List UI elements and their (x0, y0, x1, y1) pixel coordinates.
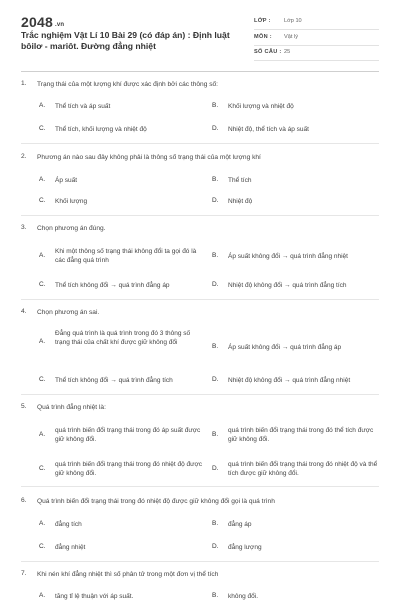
header-divider (21, 71, 379, 72)
question-text: Quá trình đẳng nhiệt là: (37, 404, 106, 411)
option-letter: B. (212, 252, 219, 259)
question-5 (21, 403, 379, 415)
question-divider (21, 299, 379, 300)
option-letter: B. (212, 431, 219, 438)
page-title: Trắc nghiệm Vật Lí 10 Bài 29 (có đáp án) : Định luật bôilơ - mariôt. Đường đẳng nhiệt (21, 30, 230, 51)
option-letter: A. (39, 252, 46, 259)
option-text: quá trình biến đổi trạng thái trong đó nhiệt độ được giữ không đổi. (55, 461, 203, 477)
logo-text: 2048 (21, 14, 53, 30)
question-text: Chọn phương án đúng. (37, 225, 106, 232)
question-number: 3. (21, 224, 27, 231)
meta-value: Vật lý (284, 33, 298, 40)
question-number: 4. (21, 308, 27, 315)
meta-row-class (254, 16, 379, 30)
option-letter: B. (212, 592, 219, 599)
question-3 (21, 224, 379, 236)
question-divider (21, 215, 379, 216)
meta-label: LỚP : (254, 18, 271, 24)
question-number: 5. (21, 403, 27, 410)
option-letter: B. (212, 176, 219, 183)
question-number: 7. (21, 570, 27, 577)
option-text: Thể tích (228, 177, 252, 184)
meta-value: Lớp 10 (284, 18, 302, 24)
question-number: 6. (21, 497, 27, 504)
meta-panel (254, 16, 379, 63)
question-number: 1. (21, 80, 27, 87)
option-text: đẳng nhiệt (55, 544, 86, 551)
option-letter: D. (212, 376, 219, 383)
question-text: Khi nén khí đẳng nhiệt thì số phân tử trong một đơn vị thể tích (37, 571, 219, 578)
question-number: 2. (21, 153, 27, 160)
meta-label: MÔN : (254, 33, 272, 40)
option-text: quá trình biến đổi trạng thái trong đó nhiệt độ và thể tích được giữ không đổi. (228, 461, 378, 477)
option-text: đẳng áp (228, 521, 252, 528)
meta-row-subject (254, 32, 379, 46)
option-text: Nhiệt độ không đổi → quá trình đẳng tích (228, 282, 347, 289)
option-letter: D. (212, 543, 219, 550)
option-letter: D. (212, 281, 219, 288)
option-letter: B. (212, 343, 219, 350)
option-text: Khối lượng và nhiệt độ (228, 103, 294, 110)
meta-label: SỐ CÂU : (254, 49, 282, 55)
option-letter: A. (39, 592, 46, 599)
option-letter: C. (39, 125, 46, 132)
option-text: Khối lượng (55, 198, 88, 205)
meta-value: 25 (284, 49, 291, 55)
question-7 (21, 570, 379, 582)
question-divider (21, 486, 379, 487)
option-text: Áp suất (55, 177, 78, 184)
option-text: Áp suất không đổi → quá trình đẳng áp (228, 344, 342, 351)
question-text: Trạng thái của một lượng khí được xác định bởi các thông số: (37, 81, 218, 88)
option-letter: A. (39, 520, 46, 527)
option-text: đẳng tích (55, 521, 82, 528)
option-text: Nhiệt độ không đổi → quá trình đẳng nhiệt (228, 377, 351, 384)
option-text: Thể tích không đổi → quá trình đẳng tích (55, 377, 173, 384)
meta-row-count (254, 47, 379, 61)
page-header (0, 0, 400, 70)
option-text: Thể tích và áp suất (55, 103, 111, 110)
option-letter: D. (212, 125, 219, 132)
option-text: Thể tích không đổi → quá trình đẳng áp (55, 282, 170, 289)
question-2 (21, 153, 379, 165)
site-logo[interactable] (21, 14, 64, 30)
question-6 (21, 497, 379, 509)
question-divider (21, 394, 379, 395)
option-text: Đẳng quá trình là quá trình trong đó 3 thông số trạng thái của chất khí được giữ không đổi (55, 330, 191, 346)
question-divider (21, 561, 379, 562)
option-letter: D. (212, 465, 219, 472)
option-letter: D. (212, 197, 219, 204)
option-text: Nhiệt độ, thể tích và áp suất (228, 126, 309, 133)
option-letter: C. (39, 281, 46, 288)
option-letter: B. (212, 102, 219, 109)
option-letter: A. (39, 431, 46, 438)
option-text: tăng tỉ lệ thuận với áp suất. (55, 593, 134, 600)
option-text: quá trình biến đổi trạng thái trong đó thể tích được giữ không đổi. (228, 427, 374, 443)
option-letter: C. (39, 543, 46, 550)
option-letter: C. (39, 465, 46, 472)
option-text: Khi một thông số trạng thái không đổi ta gọi đó là các đẳng quá trình (55, 248, 197, 264)
logo-suffix: .vn (54, 22, 65, 28)
question-divider (21, 143, 379, 144)
option-text: Thể tích, khối lượng và nhiệt độ (55, 126, 147, 133)
option-text: Áp suất không đổi → quá trình đẳng nhiệt (228, 253, 348, 260)
option-text: không đổi. (228, 593, 258, 600)
option-text: quá trình biến đổi trạng thái trong đó áp suất được giữ không đổi. (55, 427, 201, 443)
question-text: Quá trình biến đổi trạng thái trong đó nhiệt độ được giữ không đổi gọi là quá trình (37, 498, 275, 505)
option-letter: B. (212, 520, 219, 527)
option-letter: C. (39, 197, 46, 204)
option-letter: A. (39, 176, 46, 183)
option-letter: A. (39, 102, 46, 109)
option-letter: A. (39, 338, 46, 345)
question-text: Chọn phương án sai. (37, 309, 100, 316)
question-4 (21, 308, 379, 320)
option-letter: C. (39, 376, 46, 383)
option-text: đẳng lượng (228, 544, 262, 551)
question-text: Phương án nào sau đây không phải là thông số trạng thái của một lượng khí (37, 154, 261, 161)
option-text: Nhiệt độ (228, 198, 253, 205)
